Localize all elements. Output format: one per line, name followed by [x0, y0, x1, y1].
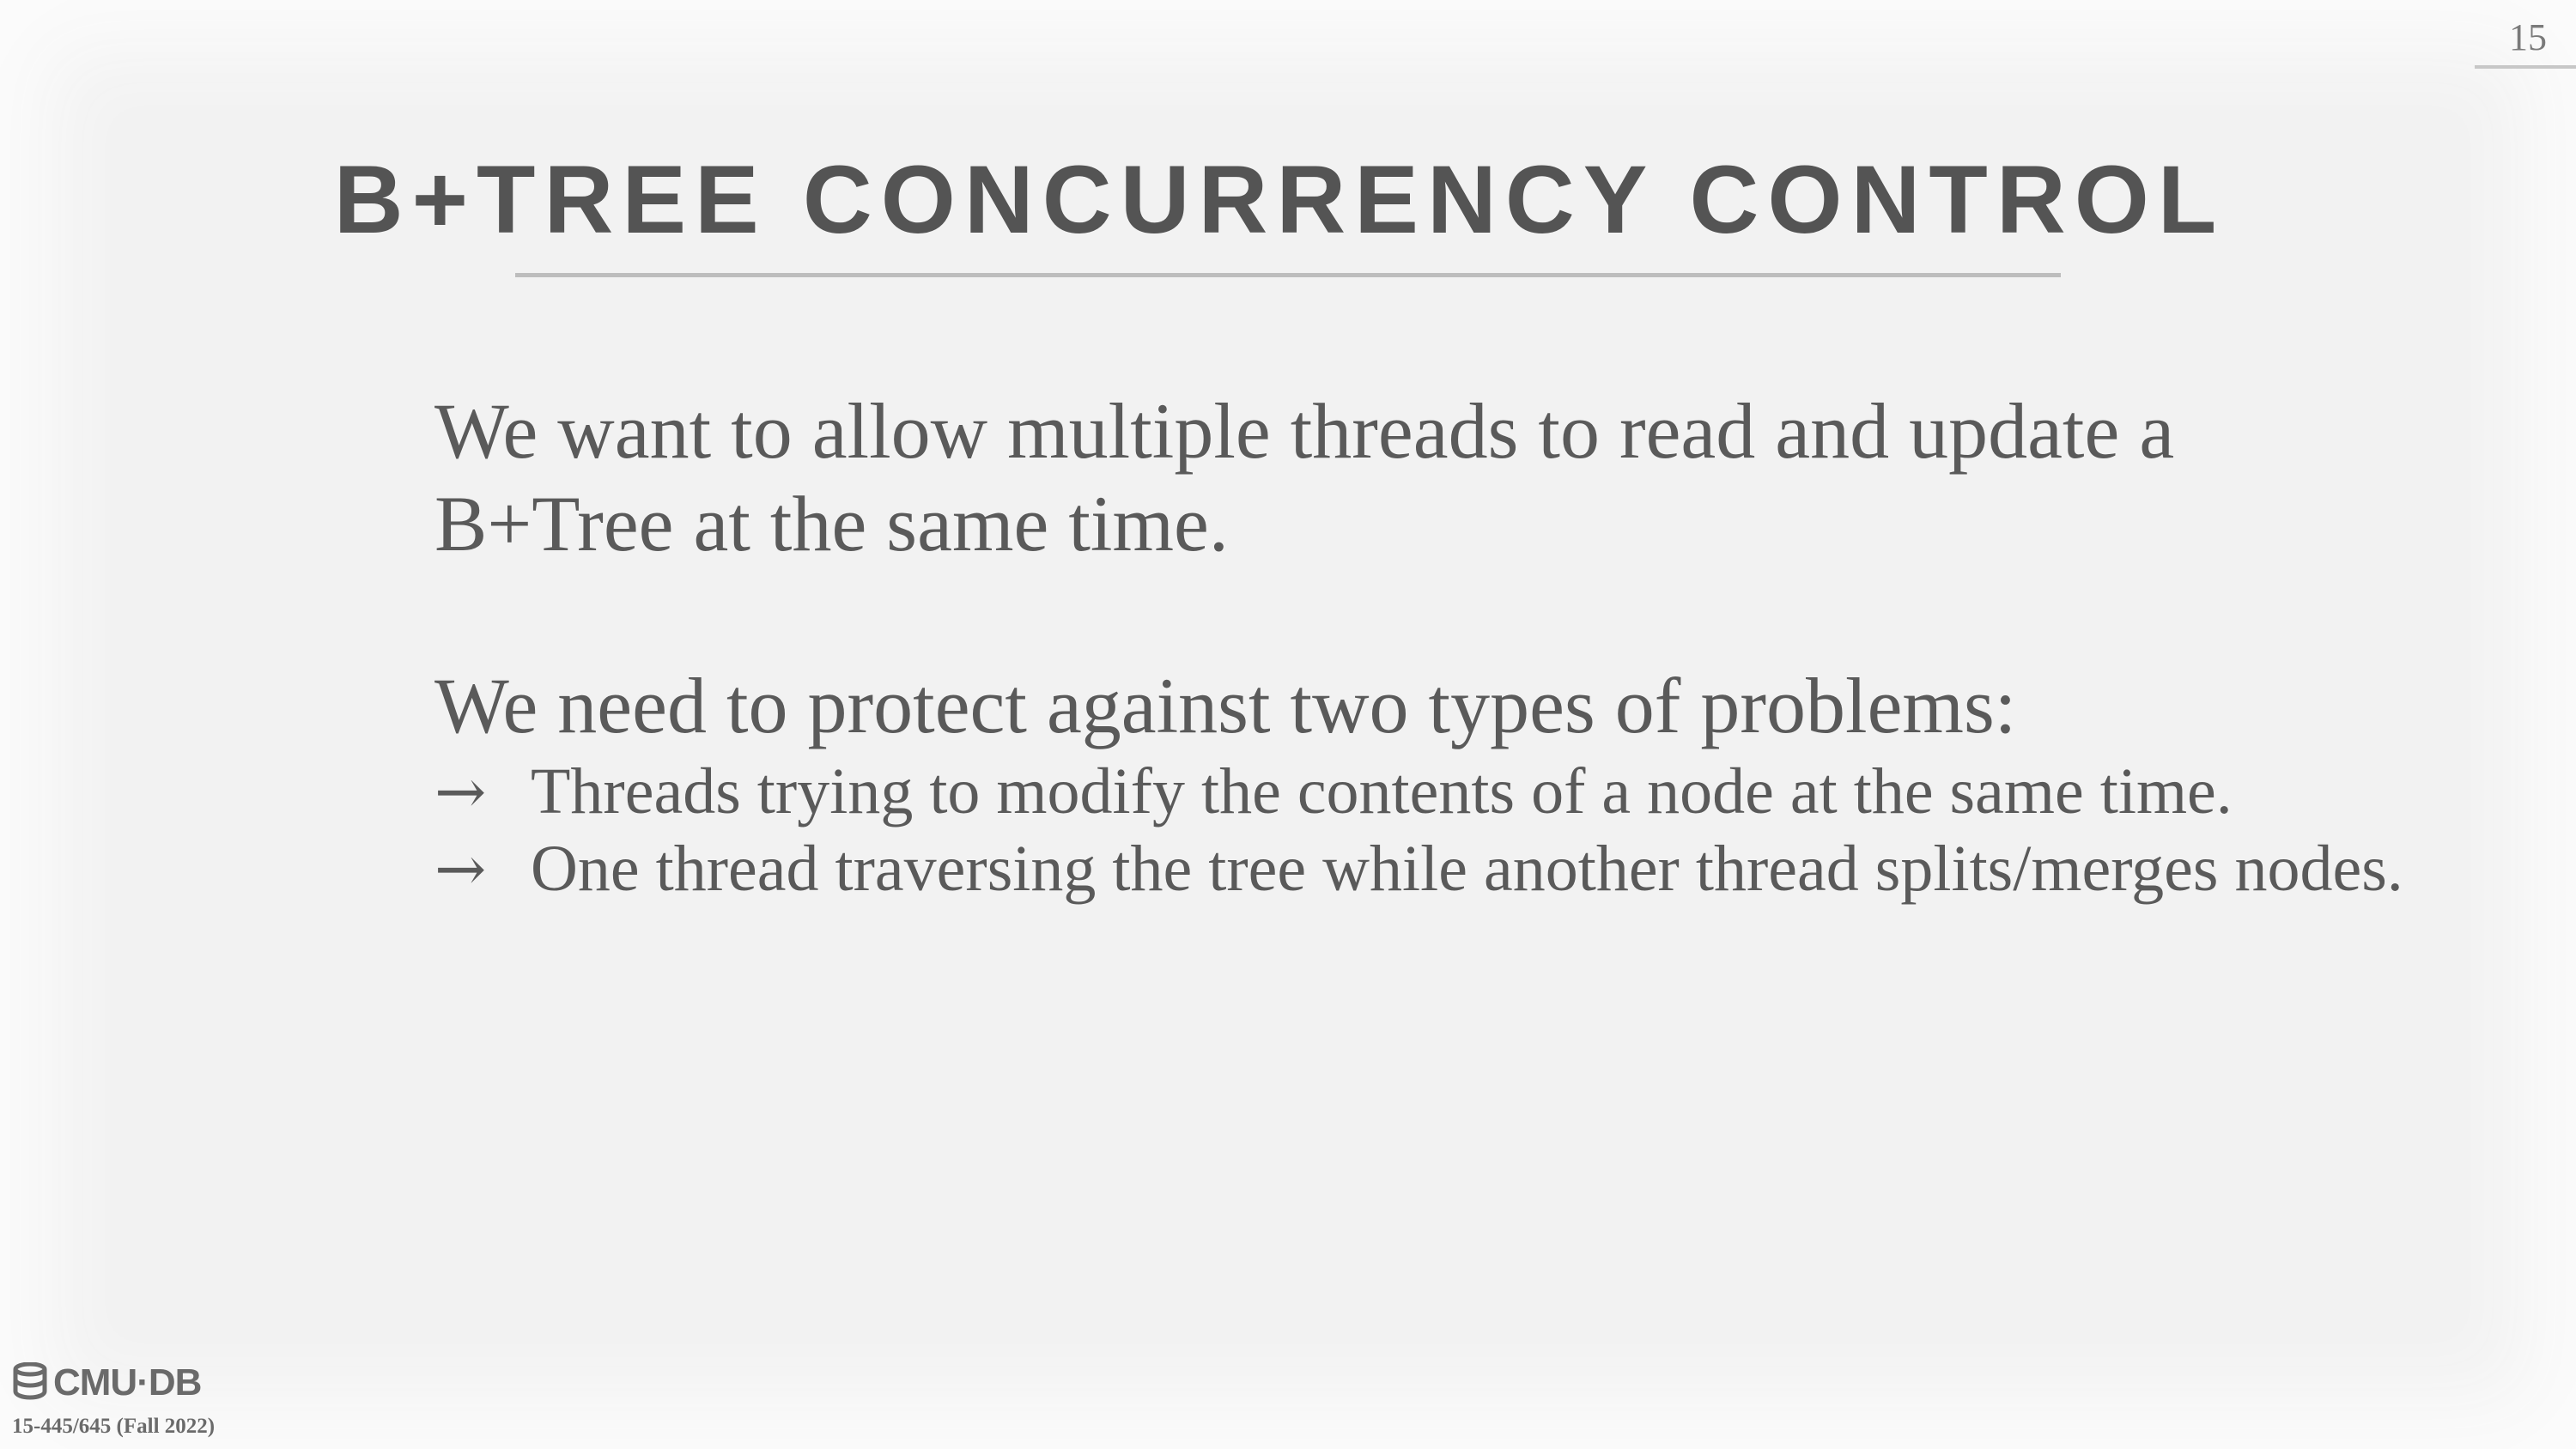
database-icon	[12, 1362, 48, 1404]
arrow-icon: →	[434, 755, 487, 828]
paragraph-problems: We need to protect against two types of problems:	[434, 662, 2017, 749]
logo-text: CMU·DB	[53, 1361, 202, 1404]
bullet-text: Threads trying to modify the contents of a node at the same time.	[531, 755, 2233, 828]
page-number: 15	[2509, 16, 2547, 58]
arrow-icon: →	[434, 833, 487, 905]
course-label: 15-445/645 (Fall 2022)	[12, 1415, 216, 1438]
page-number-underline	[2475, 65, 2576, 69]
list-item	[434, 754, 2409, 829]
paragraph-intro: We want to allow multiple threads to read and update a B+Tree at the same time.	[434, 387, 2175, 567]
slide-body	[434, 385, 2409, 908]
title-underline	[515, 273, 2061, 277]
cmu-db-logo	[12, 1361, 201, 1404]
slide-title: B+TREE CONCURRENCY CONTROL	[333, 146, 2226, 253]
bullet-text: One thread traversing the tree while another thread splits/merges nodes.	[531, 833, 2403, 905]
problem-list	[434, 754, 2409, 906]
list-item	[434, 831, 2409, 906]
